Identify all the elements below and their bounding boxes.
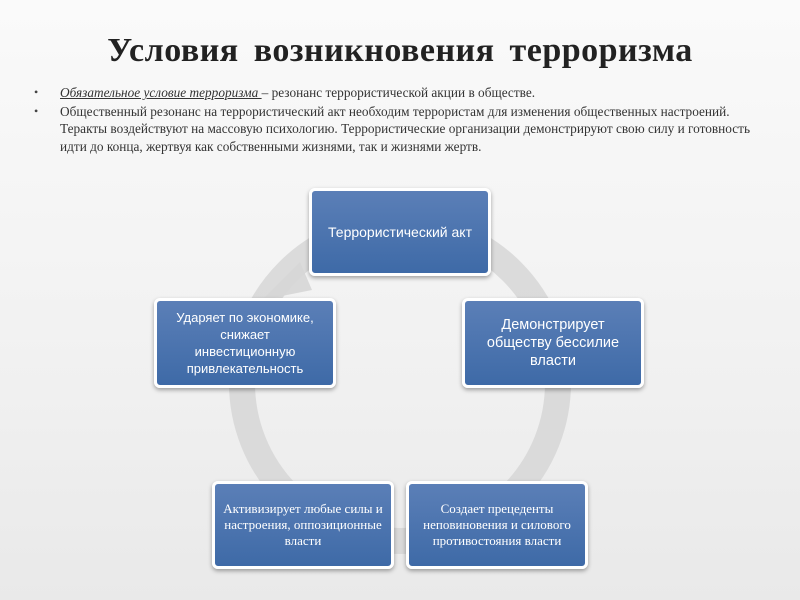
- node-creates-precedents: [406, 481, 588, 569]
- bullet-dot-icon: •: [34, 85, 39, 99]
- node-label: Ударяет по экономике, снижает инвестиционную привлекательность: [176, 310, 314, 376]
- bullet-lead-text: Обязательное условие терроризма: [60, 85, 262, 100]
- node-label: Террористический акт: [328, 223, 472, 240]
- node-label: Демонстрирует обществу бессилие власти: [486, 317, 620, 369]
- node-hits-economy: [154, 298, 336, 388]
- node-label: Активизирует любые силы и настроения, оппозиционные власти: [223, 501, 383, 548]
- bullet-text: – резонанс террористической акции в обществе.: [261, 85, 536, 100]
- node-activates-opposition: [212, 481, 394, 569]
- bullet-text: Общественный резонанс на террористический акт необходим террористам для изменения общественных настроений. Теракты воздействуют на массовую психологию. Террористические организации демонстрируют свою силу и готовность идти до конца, жертвуя как собственными жизнями, так и жизнями жертв.: [60, 104, 751, 154]
- node-shows-weakness: [462, 298, 644, 388]
- node-label: Создает прецеденты неповиновения и силового противостояния власти: [423, 501, 571, 548]
- slide-title: Условия возникновения терроризма: [107, 32, 693, 69]
- bullet-dot-icon: •: [34, 104, 39, 119]
- node-terrorist-act: [309, 188, 491, 276]
